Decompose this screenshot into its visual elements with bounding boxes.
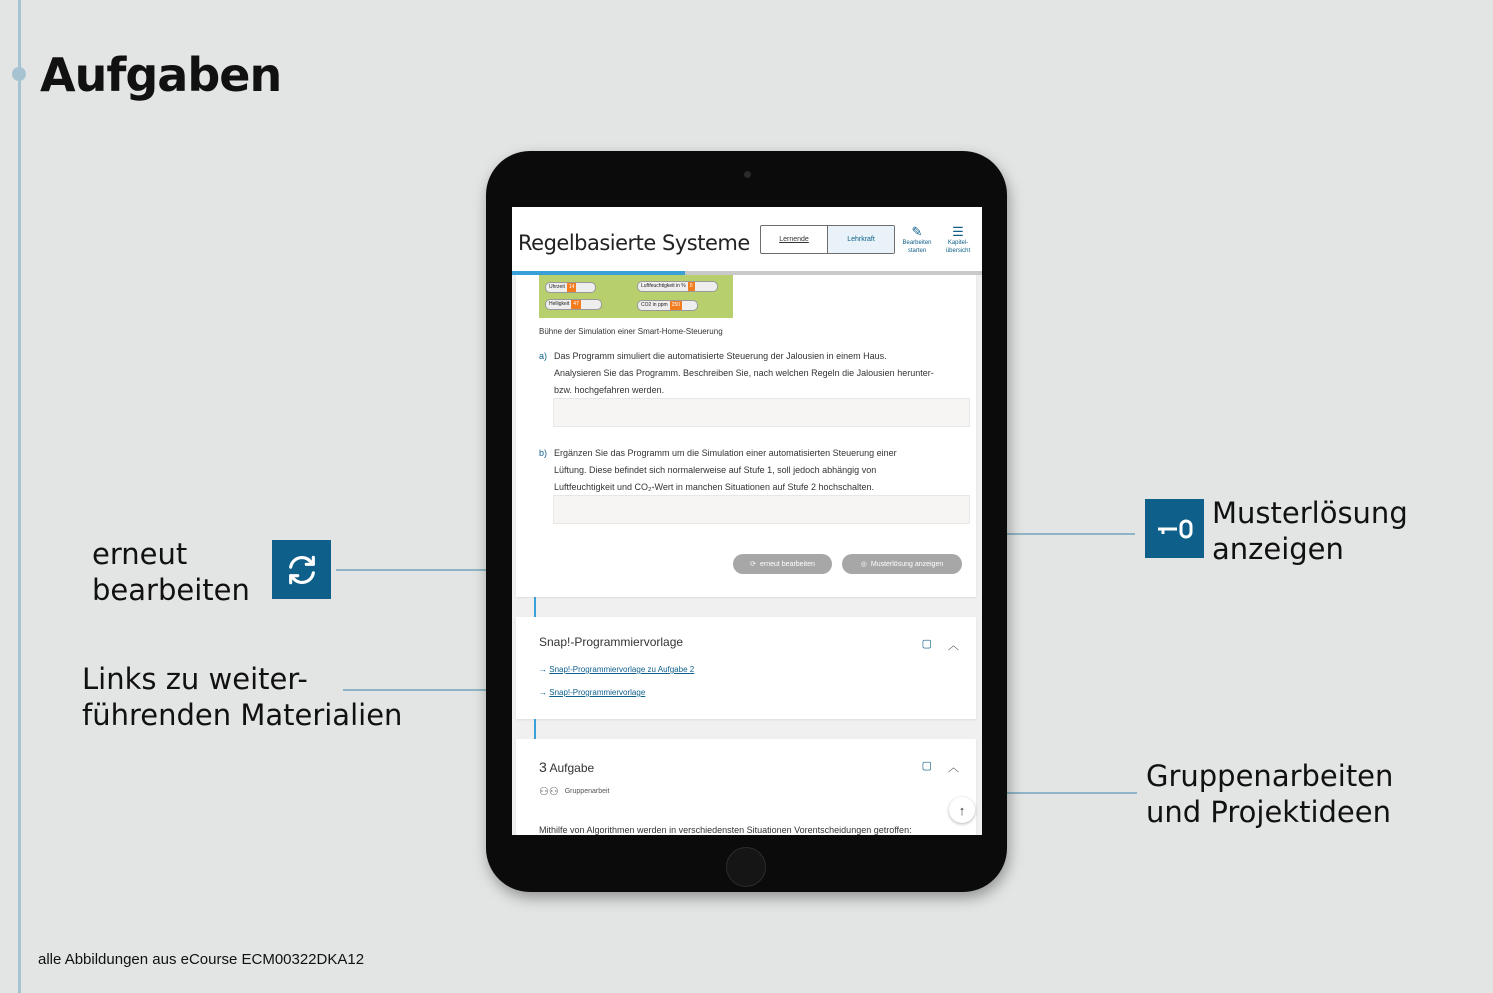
list-icon: ☰ — [952, 224, 964, 239]
pencil-icon: ✎ — [911, 224, 923, 239]
tablet-screen — [512, 207, 982, 835]
tablet-frame — [486, 151, 1007, 892]
sim-pill-helligkeit: Helligkeit 47 — [545, 299, 602, 310]
callout-reedit-label: erneut bearbeiten — [92, 537, 250, 607]
chapter-overview-button[interactable]: ☰ Kapitel- übersicht — [940, 225, 976, 255]
section-connector — [534, 597, 536, 617]
footer-credit: alle Abbildungen aus eCourse ECM00322DKA12 — [38, 951, 365, 968]
sim-pill-luftfeuchtigkeit: Luftfeuchtigkeit in % 0 — [637, 281, 718, 292]
refresh-icon — [272, 540, 331, 599]
snap-link-aufgabe-2[interactable]: → Snap!-Programmiervorlage zu Aufgabe 2 — [539, 665, 695, 674]
chevron-up-icon[interactable]: ︿ — [948, 762, 959, 774]
section-connector — [534, 719, 536, 739]
show-solution-button[interactable]: ◎ Musterlösung anzeigen — [842, 554, 962, 574]
task-card: Uhrzeit 14 Luftfeuchtigkeit in % 0 Helligkeit 47 CO2 in ppm 250 Bühne der Simulation einer Smart-Home-Steuerung a) Das Programm simuliert die automatisierte Steuerung der Jalousien in einem Haus. Analysieren Sie das Programm. Beschreiben Sie, nach welchen Regeln die Jalousien herunter- bzw. hochgefahren werden. b) Ergänzen Sie das Programm um die Simulation einer automatisierten Steuerung einer Lüftung. Diese befindet sich normalerweise auf Stufe 1, soll jedoch abhängig von Luftfeuchtigkeit und CO₂-Wert in manchen Situationen auf Stufe 2 hochschalten. ⟳ erneut bearbeiten ◎ Musterlösung anzeigen — [516, 275, 976, 597]
tablet-camera — [744, 171, 751, 178]
timeline-line — [18, 0, 21, 993]
app-header — [512, 207, 982, 275]
snap-section-card — [516, 617, 976, 719]
solution-icon: ◎ — [860, 561, 867, 568]
refresh-icon: ⟳ — [750, 561, 756, 568]
simulation-stage-image — [539, 275, 733, 318]
snap-link-template[interactable]: → Snap!-Programmiervorlage — [539, 688, 646, 697]
chevron-up-icon[interactable]: ︿ — [948, 640, 959, 652]
arrow-up-icon: ↑ — [958, 802, 966, 818]
answer-field-b[interactable] — [553, 495, 970, 524]
sim-pill-co2: CO2 in ppm 250 — [637, 300, 698, 311]
group-icon: ⚇⚇ — [539, 786, 559, 798]
image-caption: Bühne der Simulation einer Smart-Home-Steuerung — [539, 327, 723, 336]
note-icon[interactable]: ▢ — [921, 638, 932, 650]
callout-group-label: Gruppenarbeiten und Projektideen — [1146, 759, 1394, 829]
role-switch — [760, 225, 895, 254]
page-title: Aufgaben — [40, 48, 282, 102]
callout-links-label: Links zu weiter- führenden Materialien — [82, 662, 403, 732]
key-icon — [1145, 499, 1204, 558]
task-3-title: 3 Aufgabe — [539, 759, 595, 775]
task-3-text: Mithilfe von Algorithmen werden in verschiedensten Situationen Vorentscheidungen getroffen: — [539, 825, 912, 835]
snap-section-title: Snap!-Programmiervorlage — [539, 635, 684, 649]
role-tab-lernende[interactable]: Lernende — [779, 236, 809, 243]
role-tab-lehrkraft[interactable]: Lehrkraft — [827, 226, 894, 253]
back-to-top-button[interactable] — [949, 797, 975, 823]
answer-field-a[interactable] — [553, 398, 970, 427]
task-3-card — [516, 739, 976, 835]
reedit-button[interactable]: ⟳ erneut bearbeiten — [733, 554, 832, 574]
sim-pill-uhrzeit: Uhrzeit 14 — [545, 282, 596, 293]
tablet-home-button[interactable] — [726, 847, 766, 887]
edit-start-button[interactable]: ✎ Bearbeiten starten — [899, 225, 935, 255]
note-icon[interactable]: ▢ — [921, 760, 932, 772]
group-work-tag: ⚇⚇ Gruppenarbeit — [539, 786, 610, 798]
callout-solution-label: Musterlösung anzeigen — [1212, 496, 1408, 566]
timeline-dot — [12, 67, 26, 81]
app-title: Regelbasierte Systeme — [518, 231, 750, 255]
